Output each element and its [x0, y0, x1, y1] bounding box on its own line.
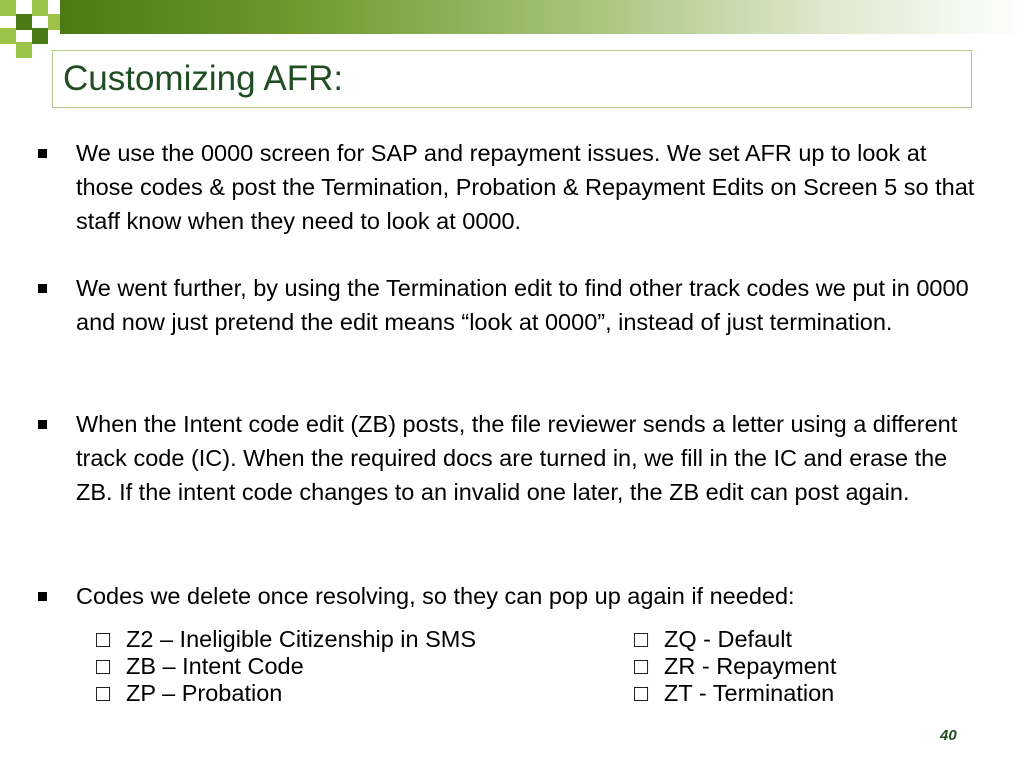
title-box — [52, 50, 972, 108]
code-text: ZR - Repayment — [664, 653, 837, 679]
hollow-square-bullet-icon: □ — [96, 680, 111, 706]
hollow-square-bullet-icon: □ — [634, 626, 649, 652]
bullet-text: We use the 0000 screen for SAP and repayment issues. We set AFR up to look at those codes & post the Termination, Probation & Repayment Edits on Screen 5 so that staff know when they need to look at 0000. — [76, 140, 975, 234]
code-text: ZQ - Default — [664, 626, 792, 652]
hollow-square-bullet-icon: □ — [634, 680, 649, 706]
hollow-square-bullet-icon: □ — [96, 626, 111, 652]
square-bullet-icon — [38, 420, 47, 429]
slide-title: Customizing AFR: — [63, 59, 344, 98]
code-item — [634, 680, 834, 707]
code-text: Z2 – Ineligible Citizenship in SMS — [126, 626, 477, 652]
bullet-item — [76, 407, 986, 509]
code-text: ZB – Intent Code — [126, 653, 304, 679]
bullet-text: When the Intent code edit (ZB) posts, the file reviewer sends a letter using a different track code (IC). When the required docs are turned in, we fill in the IC and erase the ZB. If the intent code changes to an invalid one later, the ZB edit can post again. — [76, 411, 958, 505]
code-text: ZT - Termination — [664, 680, 835, 706]
top-gradient-band — [60, 0, 1024, 34]
code-item — [96, 626, 476, 653]
bullet-text: Codes we delete once resolving, so they can pop up again if needed: — [76, 583, 795, 609]
code-text: ZP – Probation — [126, 680, 283, 706]
page-number: 40 — [940, 727, 957, 744]
code-item — [634, 626, 792, 653]
square-bullet-icon — [38, 284, 47, 293]
hollow-square-bullet-icon: □ — [96, 653, 111, 679]
bullet-item — [76, 579, 986, 613]
code-item — [634, 653, 836, 680]
square-bullet-icon — [38, 592, 47, 601]
hollow-square-bullet-icon: □ — [634, 653, 649, 679]
code-item — [96, 680, 282, 707]
bullet-text: We went further, by using the Termination edit to find other track codes we put in 0000 and now just pretend the edit means “look at 0000”, instead of just termination. — [76, 275, 969, 335]
bullet-item — [76, 136, 986, 238]
bullet-item — [76, 271, 986, 339]
square-bullet-icon — [38, 149, 47, 158]
code-item — [96, 653, 304, 680]
